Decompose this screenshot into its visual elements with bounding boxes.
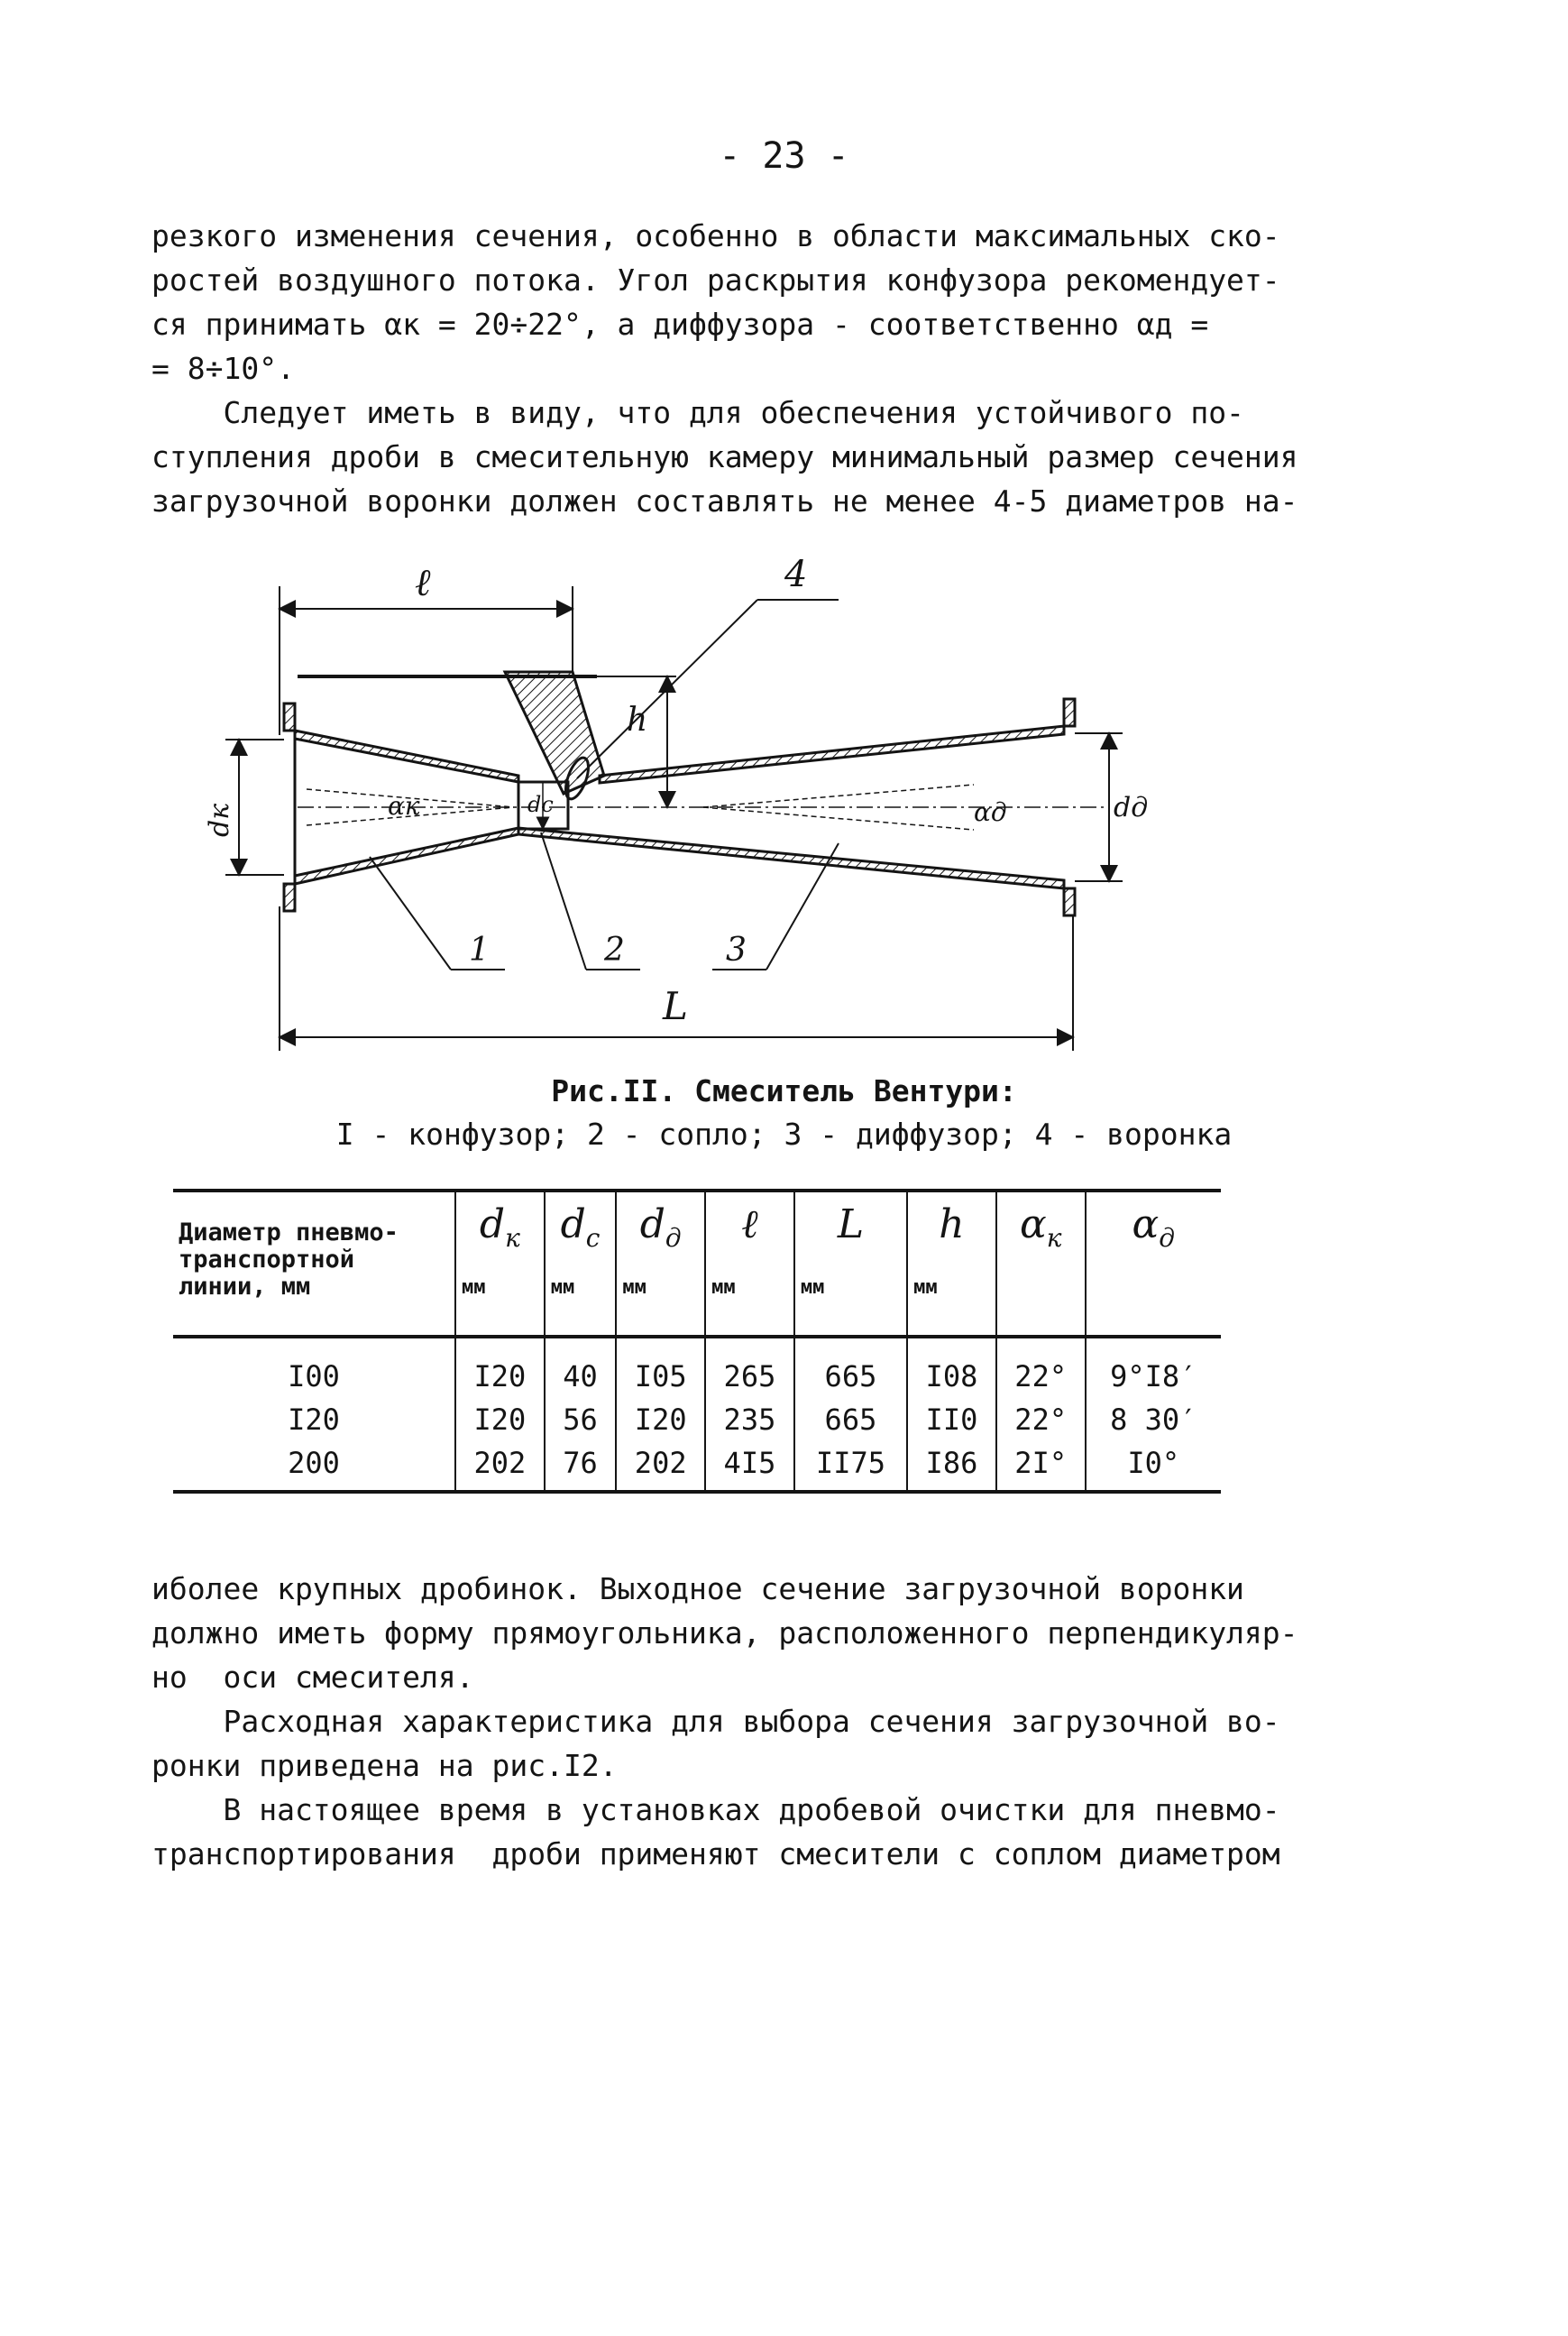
paragraph-bottom-3: но оси смесителя. xyxy=(151,1660,474,1695)
header-dk: $d_к$ мм xyxy=(455,1191,545,1337)
table-cell: 2I° xyxy=(996,1441,1086,1492)
paragraph-bottom-1: иболее крупных дробинок. Выходное сечение загрузочной воронки xyxy=(151,1571,1244,1606)
label-h: h xyxy=(627,702,648,739)
paragraph-top-4: = 8÷10°. xyxy=(151,351,295,386)
table-cell: 665 xyxy=(794,1398,907,1441)
paragraph-top-1: резкого изменения сечения, особенно в области максимальных ско- xyxy=(151,218,1280,253)
label-dc: dc xyxy=(527,792,554,817)
header-diameter-line-3: линии, мм xyxy=(179,1273,311,1301)
paragraph-top-6: ступления дроби в смесительную камеру минимальный размер сечения xyxy=(151,439,1298,474)
table-cell: 76 xyxy=(545,1441,617,1492)
label-n4: 4 xyxy=(784,554,808,595)
table-cell: 9°I8′ xyxy=(1086,1337,1221,1398)
label-dk: dк xyxy=(204,803,235,837)
table-cell: 200 xyxy=(173,1441,455,1492)
label-n2: 2 xyxy=(604,932,625,969)
header-h: h мм xyxy=(907,1191,996,1337)
label-n3: 3 xyxy=(726,932,747,969)
paragraph-top-5: Следует иметь в виду, что для обеспечения устойчивого по- xyxy=(151,395,1244,430)
table-cell: I20 xyxy=(288,1403,340,1437)
paragraph-bottom-2: должно иметь форму прямоугольника, расположенного перпендикуляр- xyxy=(151,1615,1298,1651)
header-diameter-line-1: Диаметр пневмо- xyxy=(179,1219,399,1246)
table-cell: II75 xyxy=(794,1441,907,1492)
label-L: L xyxy=(663,984,688,1028)
header-l: ℓ мм xyxy=(705,1191,794,1337)
label-dg: dд xyxy=(1114,792,1149,823)
label-ak: αк xyxy=(388,791,420,821)
label-l: ℓ xyxy=(415,560,431,604)
confuser-bottom-wall xyxy=(295,828,518,884)
table-cell: 202 xyxy=(616,1441,705,1492)
table-cell: 265 xyxy=(705,1337,794,1398)
table-cell: II0 xyxy=(907,1398,996,1441)
paragraph-top-7: загрузочной воронки должен составлять не менее 4-5 диаметров на- xyxy=(151,483,1298,519)
header-alpha-g: $\alpha_д$ xyxy=(1086,1191,1221,1337)
figure-caption-legend: I - конфузор; 2 - сопло; 3 - диффузор; 4 - воронка xyxy=(335,1117,1233,1152)
table-cell: I0° xyxy=(1086,1441,1221,1492)
table-cell: I86 xyxy=(907,1441,996,1492)
table-cell: 665 xyxy=(794,1337,907,1398)
page-number: - 23 - xyxy=(719,135,849,177)
table-cell: I00 xyxy=(288,1359,340,1393)
table-cell: 56 xyxy=(545,1398,617,1441)
table-cell: I20 xyxy=(455,1398,545,1441)
header-dc: $d_c$ мм xyxy=(545,1191,617,1337)
header-L: L мм xyxy=(794,1191,907,1337)
paragraph-top-3: ся принимать αк = 20÷22°, а диффузора - соответственно αд = xyxy=(151,307,1209,342)
table-cell: 40 xyxy=(545,1337,617,1398)
paragraph-bottom-6: В настоящее время в установках дробевой очистки для пневмо- xyxy=(151,1792,1280,1827)
right-flange-bottom xyxy=(1064,888,1075,915)
table-cell: I05 xyxy=(616,1337,705,1398)
table-header-row xyxy=(173,1191,1221,1337)
right-flange-top xyxy=(1064,699,1075,726)
table-cell: I20 xyxy=(455,1337,545,1398)
table-row xyxy=(173,1337,1221,1398)
paragraph-top-2: ростей воздушного потока. Угол раскрытия конфузора рекомендует- xyxy=(151,262,1280,298)
label-ag: αд xyxy=(974,797,1007,827)
figure-caption-title: Рис.II. Смеситель Вентури: xyxy=(551,1073,1017,1108)
table-row xyxy=(173,1398,1221,1441)
left-flange-bottom xyxy=(284,884,295,911)
header-diameter xyxy=(173,1191,455,1337)
diffuser-top-wall xyxy=(600,726,1064,783)
header-diameter-line-2: транспортной xyxy=(179,1246,355,1274)
paragraph-bottom-5: ронки приведена на рис.I2. xyxy=(151,1748,618,1783)
table-cell: 8 30′ xyxy=(1086,1398,1221,1441)
table-cell: I08 xyxy=(907,1337,996,1398)
diffuser-bottom-wall xyxy=(518,828,1064,888)
table-cell: I20 xyxy=(616,1398,705,1441)
paragraph-bottom-7: транспортирования дроби применяют смесители с соплом диаметром xyxy=(151,1836,1280,1872)
table-cell: 22° xyxy=(996,1337,1086,1398)
left-flange-top xyxy=(284,704,295,731)
header-dg: $d_д$ мм xyxy=(616,1191,705,1337)
parameters-table xyxy=(173,1189,1221,1494)
table-cell: 235 xyxy=(705,1398,794,1441)
confuser-top-wall xyxy=(295,731,518,782)
header-alpha-k: $\alpha_к$ xyxy=(996,1191,1086,1337)
table-cell: 22° xyxy=(996,1398,1086,1441)
venturi-mixer-figure xyxy=(204,546,1149,1054)
table-cell: 202 xyxy=(455,1441,545,1492)
table-cell: 4I5 xyxy=(705,1441,794,1492)
table-row xyxy=(173,1441,1221,1492)
label-n1: 1 xyxy=(469,932,490,969)
paragraph-bottom-4: Расходная характеристика для выбора сечения загрузочной во- xyxy=(151,1704,1280,1739)
